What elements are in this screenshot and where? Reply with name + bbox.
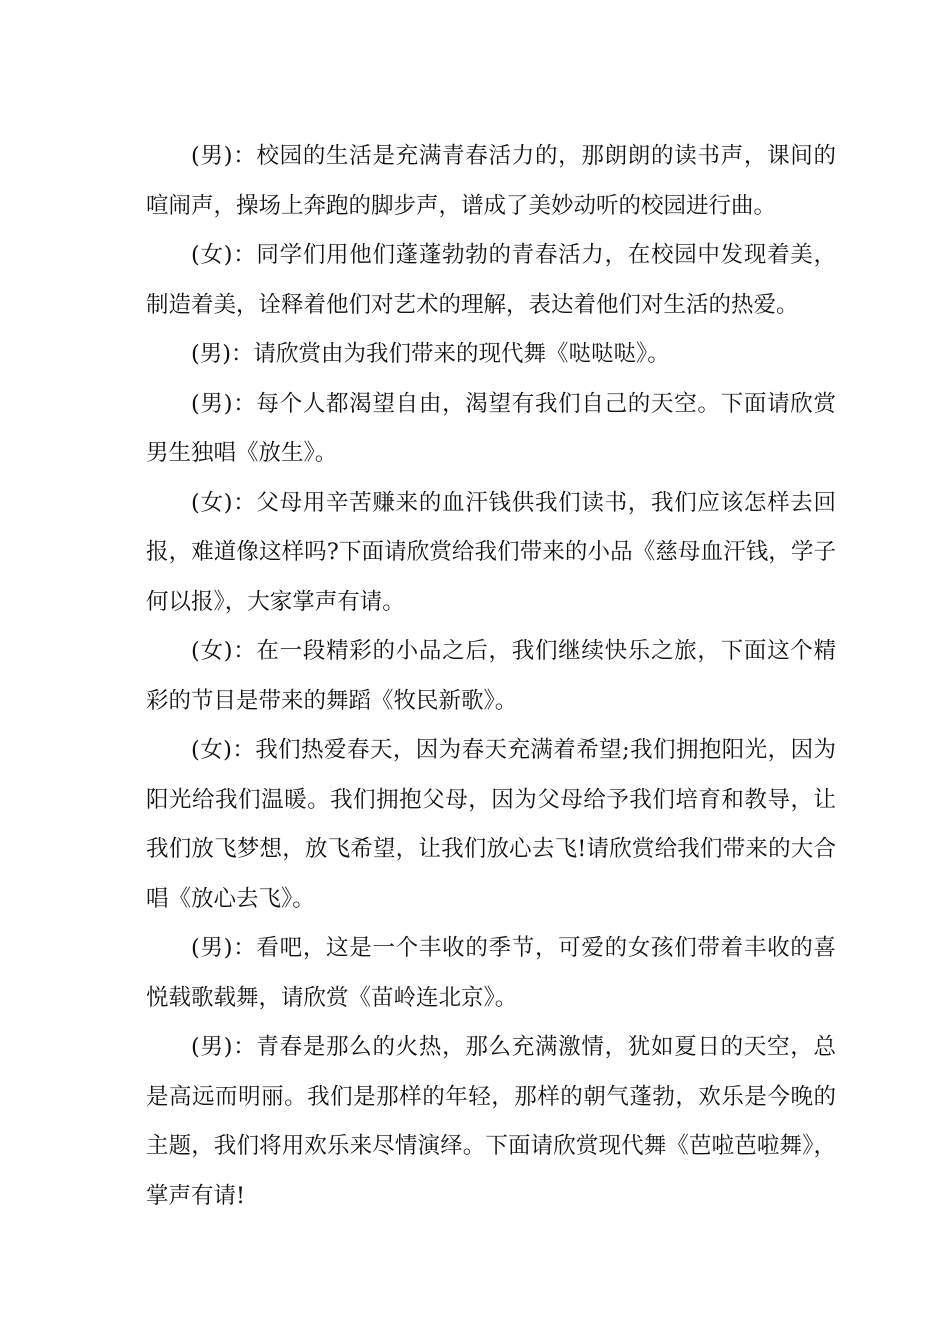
document-body: [146, 132, 836, 1221]
paragraph: (女)：父母用辛苦赚来的血汗钱供我们读书，我们应该怎样去回报，难道像这样吗?下面请欣赏给我们带来的小品《慈母血汗钱，学子何以报》，大家掌声有请。: [146, 489, 836, 615]
paragraph: (男)：青春是那么的火热，那么充满激情，犹如夏日的天空，总是高远而明丽。我们是那样的年轻，那样的朝气蓬勃，欢乐是今晚的主题，我们将用欢乐来尽情演绎。下面请欣赏现代舞《芭啦芭啦舞》，掌声有请!: [146, 1034, 836, 1209]
paragraph: (女)：我们热爱春天，因为春天充满着希望;我们拥抱阳光，因为阳光给我们温暖。我们拥抱父母，因为父母给予我们培育和教导，让我们放飞梦想，放飞希望，让我们放心去飞!请欣赏给我们带来的大合唱《放心去飞》。: [146, 737, 836, 912]
paragraph: (男)：每个人都渴望自由，渴望有我们自己的天空。下面请欣赏男生独唱《放生》。: [146, 390, 836, 466]
paragraph: (男)：请欣赏由为我们带来的现代舞《哒哒哒》。: [191, 341, 670, 367]
paragraph: (女)：同学们用他们蓬蓬勃勃的青春活力，在校园中发现着美，制造着美，诠释着他们对艺术的理解，表达着他们对生活的热爱。: [146, 242, 836, 318]
paragraph: (女)：在一段精彩的小品之后，我们继续快乐之旅，下面这个精彩的节目是带来的舞蹈《牧民新歌》。: [146, 638, 836, 714]
paragraph: (男)：看吧，这是一个丰收的季节，可爱的女孩们带着丰收的喜悦载歌载舞，请欣赏《苗岭连北京》。: [146, 935, 836, 1011]
paragraph: (男)：校园的生活是充满青春活力的，那朗朗的读书声，课间的喧闹声，操场上奔跑的脚步声，谱成了美妙动听的校园进行曲。: [146, 143, 836, 219]
